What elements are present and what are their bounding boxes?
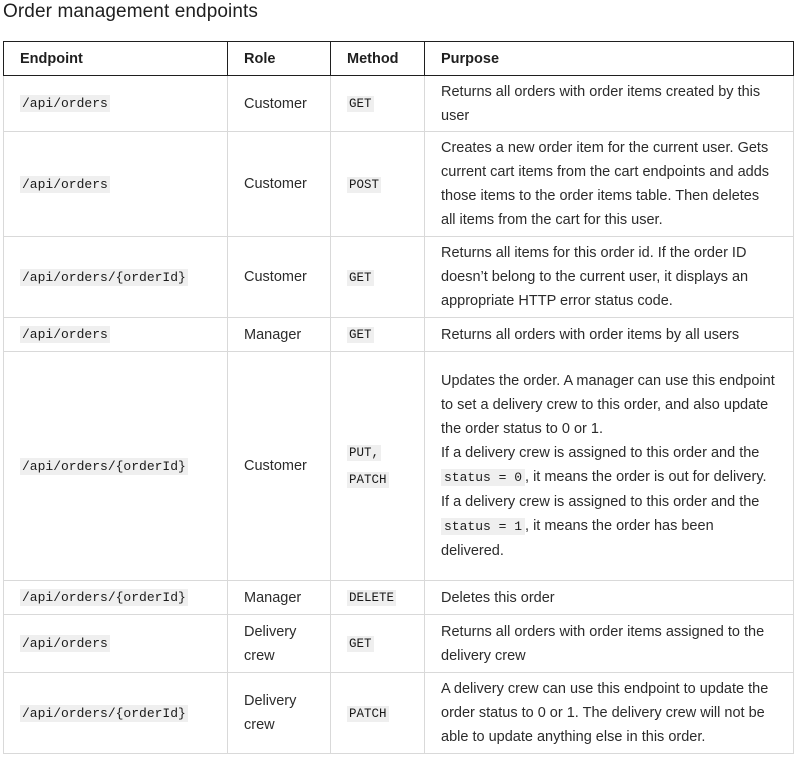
table-row	[4, 318, 794, 352]
http-method: GET	[349, 97, 372, 111]
method-cell	[331, 132, 425, 237]
table-row	[4, 352, 794, 581]
table-row	[4, 237, 794, 318]
purpose-paragraph	[441, 620, 777, 668]
purpose-text: If a delivery crew is assigned to this order and the	[441, 494, 760, 510]
http-method: PATCH	[349, 706, 387, 721]
purpose-paragraph	[441, 323, 777, 347]
http-method: PATCH	[349, 473, 387, 487]
method-cell	[331, 581, 425, 615]
http-method: GET	[349, 328, 372, 342]
purpose-cell	[425, 237, 794, 318]
purpose-text: Returns all orders with order items created by this user	[441, 83, 761, 124]
table-header-row	[4, 42, 794, 76]
column-header-role: Role	[228, 42, 331, 76]
endpoint-cell	[4, 237, 228, 318]
method-cell	[331, 615, 425, 673]
method-cell	[331, 76, 425, 132]
purpose-cell	[425, 615, 794, 673]
endpoint-path: /api/orders/{orderId}	[22, 269, 186, 285]
http-method: GET	[349, 270, 372, 285]
endpoint-path: /api/orders	[22, 176, 108, 192]
purpose-cell	[425, 581, 794, 615]
column-header-endpoint: Endpoint	[4, 42, 228, 76]
purpose-paragraph	[441, 136, 777, 232]
endpoint-path: /api/orders/{orderId}	[22, 705, 186, 721]
purpose-cell	[425, 132, 794, 237]
purpose-text: , it means the order is out for delivery.	[525, 469, 767, 485]
http-method: DELETE	[349, 591, 395, 605]
endpoint-cell	[4, 581, 228, 615]
purpose-paragraph	[441, 369, 777, 441]
purpose-text: , it means the order has been delivered.	[441, 518, 714, 559]
role-cell: Delivery crew	[228, 673, 331, 754]
inline-code: status = 0	[441, 469, 525, 486]
purpose-paragraph	[441, 441, 777, 490]
endpoint-cell	[4, 132, 228, 237]
purpose-cell	[425, 673, 794, 754]
role-cell: Delivery crew	[228, 615, 331, 673]
table-row	[4, 673, 794, 754]
purpose-text: Deletes this order	[441, 589, 555, 606]
http-method: PUT,	[349, 446, 380, 460]
role-cell: Manager	[228, 581, 331, 615]
endpoints-table	[3, 41, 794, 754]
purpose-text: Updates the order. A manager can use this endpoint to set a delivery crew to this order, and also update the order status to 0 or 1.	[441, 373, 775, 437]
endpoint-path: /api/orders	[22, 636, 108, 651]
purpose-text: Returns all orders with order items assigned to the delivery crew	[441, 623, 765, 664]
http-method: GET	[349, 637, 372, 651]
method-cell	[331, 352, 425, 581]
table-row	[4, 76, 794, 132]
purpose-cell	[425, 352, 794, 581]
column-header-method: Method	[331, 42, 425, 76]
endpoint-cell	[4, 76, 228, 132]
endpoint-cell	[4, 352, 228, 581]
method-cell	[331, 237, 425, 318]
purpose-cell	[425, 318, 794, 352]
purpose-paragraph	[441, 677, 777, 749]
table-row	[4, 132, 794, 237]
table-row	[4, 581, 794, 615]
endpoint-path: /api/orders	[22, 96, 108, 111]
http-method: POST	[349, 177, 380, 192]
inline-code: status = 1	[441, 518, 525, 535]
purpose-paragraph	[441, 586, 777, 610]
endpoint-cell	[4, 673, 228, 754]
method-cell	[331, 673, 425, 754]
purpose-text: Creates a new order item for the current user. Gets current cart items from the cart endpoints and adds those items to the order items table. Then deletes all items from the cart for this user.	[441, 140, 770, 228]
method-cell	[331, 318, 425, 352]
purpose-text: Returns all orders with order items by all users	[441, 326, 740, 343]
role-cell: Manager	[228, 318, 331, 352]
endpoint-cell	[4, 615, 228, 673]
purpose-cell	[425, 76, 794, 132]
purpose-text: If a delivery crew is assigned to this order and the	[441, 445, 760, 461]
purpose-paragraph	[441, 241, 777, 313]
endpoint-cell	[4, 318, 228, 352]
purpose-text: Returns all items for this order id. If the order ID doesn’t belong to the current user, it displays an appropriate HTTP error status code.	[441, 245, 749, 309]
column-header-purpose: Purpose	[425, 42, 794, 76]
table-row	[4, 615, 794, 673]
role-cell: Customer	[228, 132, 331, 237]
endpoint-path: /api/orders/{orderId}	[22, 458, 186, 474]
purpose-text: A delivery crew can use this endpoint to update the order status to 0 or 1. The delivery crew will not be able to update anything else in this order.	[441, 681, 769, 745]
purpose-paragraph	[441, 80, 777, 128]
role-cell: Customer	[228, 237, 331, 318]
endpoint-path: /api/orders	[22, 327, 108, 342]
purpose-paragraph	[441, 490, 777, 563]
endpoint-path: /api/orders/{orderId}	[22, 590, 186, 605]
role-cell: Customer	[228, 76, 331, 132]
role-cell: Customer	[228, 352, 331, 581]
page-title: Order management endpoints	[3, 1, 259, 22]
